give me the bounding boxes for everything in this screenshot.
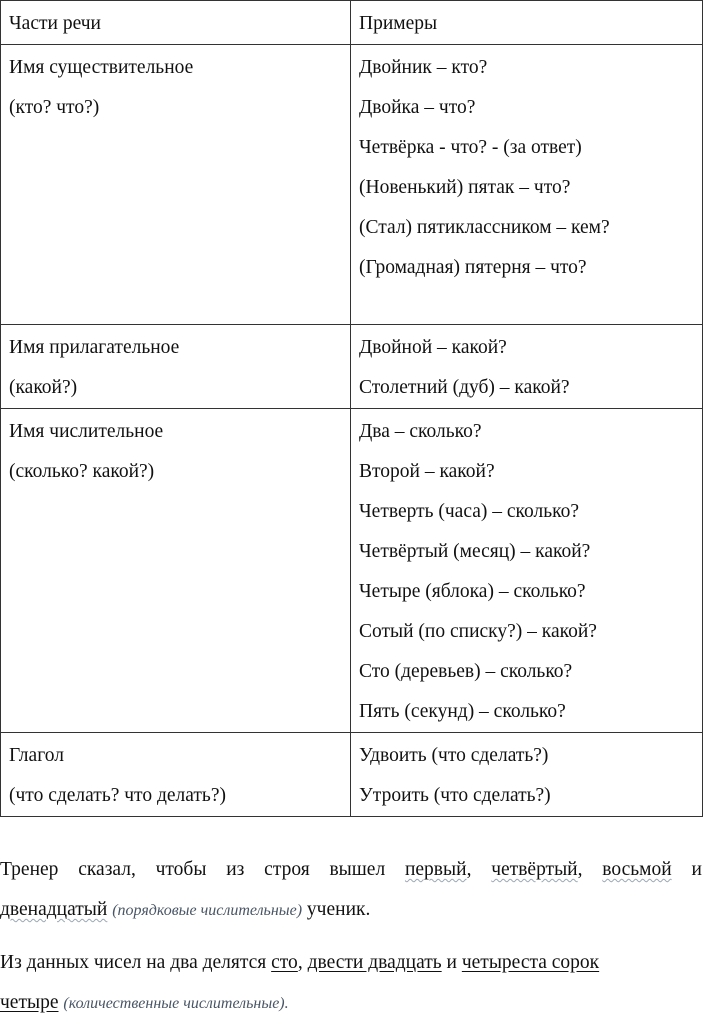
part-cell-numeral bbox=[1, 409, 351, 733]
part-cell-noun bbox=[1, 45, 351, 325]
part-question: (что сделать? что делать?) bbox=[9, 785, 226, 806]
paragraph-cardinal bbox=[0, 943, 702, 1024]
part-name: Имя прилагательное bbox=[9, 337, 180, 358]
part-cell-verb bbox=[1, 733, 351, 817]
underlined-word: первый bbox=[404, 859, 467, 880]
underlined-word: четыре bbox=[0, 992, 59, 1013]
example: Двойка – что? bbox=[359, 97, 476, 118]
examples-cell-adjective bbox=[351, 325, 703, 409]
example: Второй – какой? bbox=[359, 461, 495, 482]
example: (Стал) пятиклассником – кем? bbox=[359, 217, 610, 238]
example: Сотый (по списку?) – какой? bbox=[359, 621, 597, 642]
part-cell-adjective bbox=[1, 325, 351, 409]
paragraph-line: двенадцатый (порядковые числительные) ученик. bbox=[0, 899, 371, 920]
paragraph-line bbox=[0, 983, 702, 1024]
example: Четвёртый (месяц) – какой? bbox=[359, 541, 591, 562]
table-header-row bbox=[1, 1, 703, 45]
examples-cell-verb bbox=[351, 733, 703, 817]
table-row bbox=[1, 325, 703, 409]
example: Столетний (дуб) – какой? bbox=[359, 377, 570, 398]
examples-cell-numeral bbox=[351, 409, 703, 733]
underlined-word: двести двадцать bbox=[307, 952, 442, 973]
example: Двойник – кто? bbox=[359, 57, 488, 78]
paragraph-ordinal bbox=[0, 850, 702, 931]
part-question: (сколько? какой?) bbox=[9, 461, 155, 482]
underlined-word: восьмой bbox=[602, 859, 672, 880]
example: Четверть (часа) – сколько? bbox=[359, 501, 580, 522]
example: Двойной – какой? bbox=[359, 337, 507, 358]
underlined-word: сто bbox=[271, 952, 298, 973]
paragraph-line: Тренер сказал, чтобы из строя вышел первый, четвёртый, восьмой и bbox=[0, 850, 702, 890]
example: Два – сколько? bbox=[359, 421, 482, 442]
table-row bbox=[1, 733, 703, 817]
part-name: Глагол bbox=[9, 745, 64, 766]
example: Четвёрка - что? - (за ответ) bbox=[359, 137, 582, 158]
example: (Новенький) пятак – что? bbox=[359, 177, 571, 198]
paragraph-line: Из данных чисел на два делятся сто, двести двадцать и четыреста сорок bbox=[0, 952, 600, 973]
header-examples: Примеры bbox=[351, 1, 703, 45]
example: Утроить (что сделать?) bbox=[359, 785, 551, 806]
underlined-word: двенадцатый bbox=[0, 899, 108, 920]
underlined-word: четыреста сорок bbox=[461, 952, 600, 973]
example: Пять (секунд) – сколько? bbox=[359, 701, 566, 722]
example: Сто (деревьев) – сколько? bbox=[359, 661, 573, 682]
part-question: (кто? что?) bbox=[9, 97, 100, 118]
examples-cell-noun bbox=[351, 45, 703, 325]
example: (Громадная) пятерня – что? bbox=[359, 257, 587, 278]
table-row bbox=[1, 45, 703, 325]
example: Четыре (яблока) – сколько? bbox=[359, 581, 586, 602]
part-question: (какой?) bbox=[9, 377, 78, 398]
part-name: Имя существительное bbox=[9, 57, 194, 78]
header-parts-of-speech: Части речи bbox=[1, 1, 351, 45]
underlined-word: четвёртый bbox=[491, 859, 578, 880]
example: Удвоить (что сделать?) bbox=[359, 745, 549, 766]
table-row bbox=[1, 409, 703, 733]
part-name: Имя числительное bbox=[9, 421, 164, 442]
grammar-note: (порядковые числительные) bbox=[112, 902, 303, 919]
grammar-note: (количественные числительные). bbox=[63, 995, 289, 1012]
